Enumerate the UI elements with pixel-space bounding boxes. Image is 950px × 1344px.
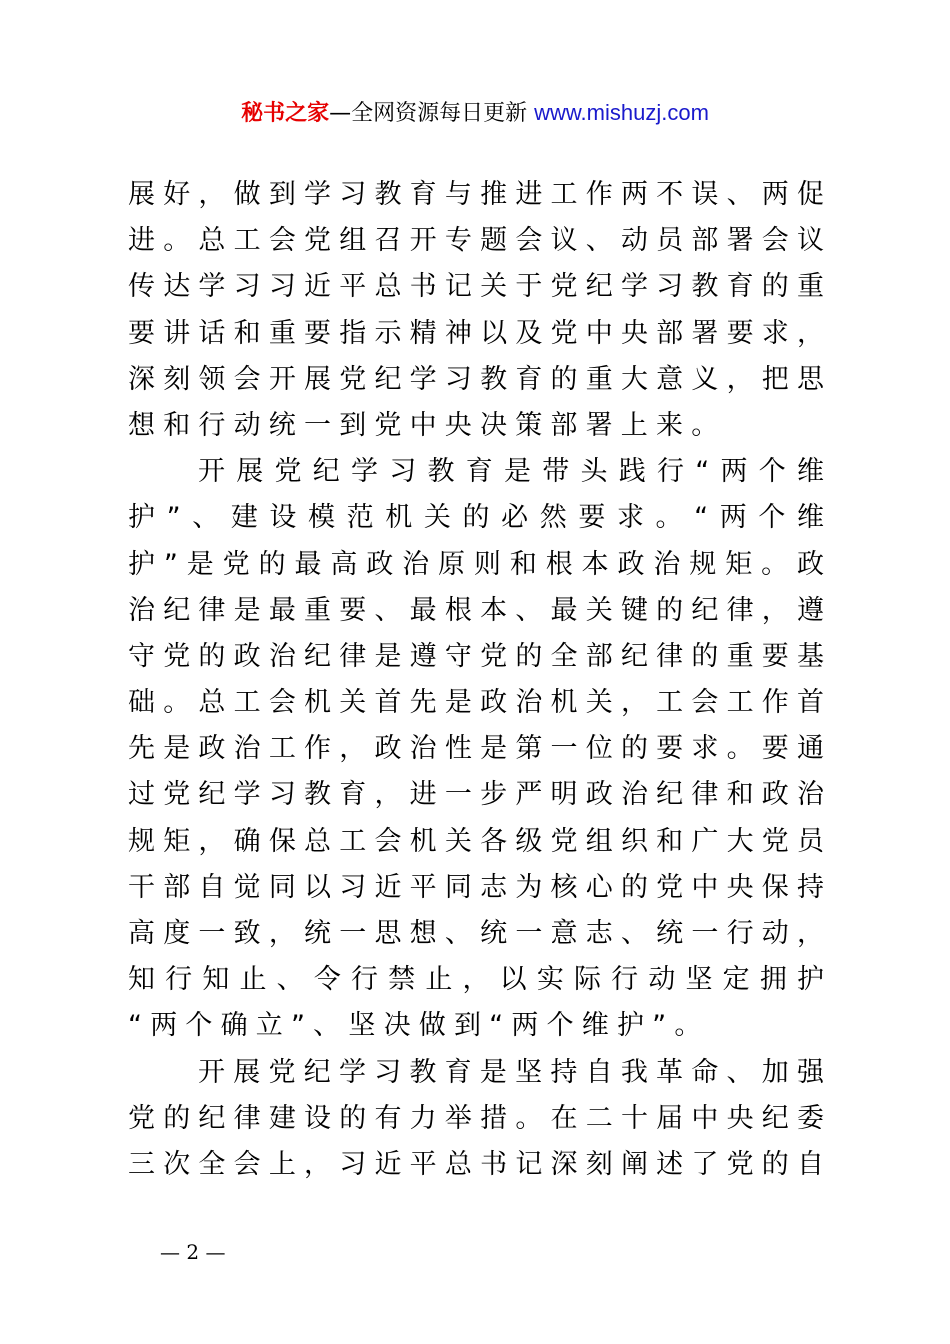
text-line: 治纪律是最重要、最根本、最关键的纪律，遵 [128,594,824,626]
text-line: 知行知止、令行禁止，以实际行动坚定拥护 [128,964,824,996]
text-line: 展好，做到学习教育与推进工作两不误、两促 [128,179,824,210]
text-line: 进。总工会党组召开专题会议、动员部署会议 [128,225,824,257]
text-line: 规矩，确保总工会机关各级党组织和广大党员 [128,825,824,857]
text-line: 高度一致，统一思想、统一意志、统一行动， [128,918,824,949]
document-body [128,172,824,1188]
text-line: 党的纪律建设的有力举措。在二十届中央纪委 [128,1102,824,1134]
text-line: 传达学习习近平总书记关于党纪学习教育的重 [128,271,824,303]
document-header [0,98,950,129]
text-line: 先是政治工作，政治性是第一位的要求。要通 [128,733,824,765]
text-line: “两个确立”、坚决做到“两个维护”。 [128,1010,710,1042]
header-tagline: —全网资源每日更新 [329,101,528,126]
text-line: 要讲话和重要指示精神以及党中央部署要求， [128,317,824,349]
text-line: 护”是党的最高政治原则和根本政治规矩。政 [128,548,824,580]
page-number: — 2 — [160,1240,226,1264]
text-line: 础。总工会机关首先是政治机关，工会工作首 [128,687,824,719]
paragraph-first-line: 开展党纪学习教育是坚持自我革命、加强 [198,1056,824,1088]
text-line: 护”、建设模范机关的必然要求。“两个维 [128,502,824,534]
text-line: 三次全会上，习近平总书记深刻阐述了党的自 [128,1148,824,1180]
text-line: 过党纪学习教育，进一步严明政治纪律和政治 [128,779,824,811]
text-line: 想和行动统一到党中央决策部署上来。 [128,409,727,441]
site-url[interactable]: www.mishuzj.com [534,100,709,125]
paragraph-first-line: 开展党纪学习教育是带头践行“两个维 [198,456,824,488]
text-line: 深刻领会开展党纪学习教育的重大意义，把思 [128,363,824,395]
text-line: 守党的政治纪律是遵守党的全部纪律的重要基 [128,640,824,672]
brand-name: 秘书之家 [241,101,330,126]
text-line: 干部自觉同以习近平同志为核心的党中央保持 [128,871,824,903]
